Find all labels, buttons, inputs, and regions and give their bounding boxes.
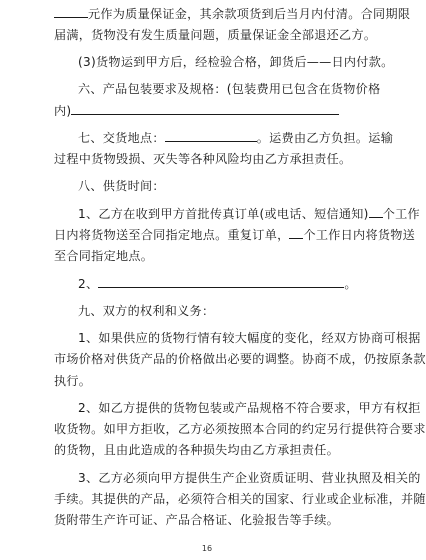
- text-line: [54, 225, 416, 245]
- text-segment: 2、: [78, 277, 99, 291]
- text-segment: 1、乙方在收到甲方首批传真订单(或电话、短信通知): [78, 207, 369, 221]
- blank-underline: [54, 5, 88, 18]
- text-line: [54, 204, 420, 224]
- section-heading: 九、双方的权利和义务：: [78, 304, 215, 318]
- text-line: 手续。其提供的产品，必须符合相关的国家、行业或企业标准，并随: [54, 492, 426, 506]
- text-line: [54, 4, 411, 24]
- blank-underline: [71, 102, 339, 115]
- section-heading: [54, 128, 394, 148]
- text-line: 3、乙方必须向甲方提供生产企业资质证明、营业执照及相关的: [78, 471, 421, 485]
- blank-underline: [369, 205, 383, 218]
- text-line: 1、如果供应的货物行情有较大幅度的变化，经双方协商可根据: [78, 331, 421, 345]
- section-heading: 八、供货时间：: [78, 179, 165, 193]
- text-line: [54, 101, 362, 121]
- text-line: 2、如乙方提供的货物包装或产品规格不符合要求，甲方有权拒: [78, 401, 421, 415]
- text-segment: 元作为质量保证金，其余款项货到后当月内付清。合同期限: [88, 7, 411, 21]
- text-segment: 。: [344, 277, 357, 291]
- text-line: 过程中货物毁损、灭失等各种风险均由乙方承担责任。: [54, 152, 352, 166]
- text-line: 货附带生产许可证、产品合格证、化验报告等手续。: [54, 513, 340, 527]
- text-segment: 内): [54, 104, 72, 118]
- blank-underline: [165, 129, 257, 142]
- section-heading: 六、产品包装要求及规格：(包装费用已包含在货物价格: [78, 82, 381, 96]
- page-number: 16: [201, 544, 213, 553]
- text-segment: 个工作: [382, 207, 420, 221]
- text-line: 收货物。如甲方拒收，乙方必须按照本合同的约定另行提供符合要求: [54, 422, 426, 436]
- text-line: 至合同指定地点。: [54, 249, 154, 263]
- text-segment: 。运费由乙方负担。运输: [256, 131, 394, 145]
- text-segment: 日内将货物送至合同指定地点。重复订单，: [54, 228, 290, 242]
- blank-underline: [289, 226, 303, 239]
- text-line: [54, 274, 362, 294]
- text-line: 执行。: [54, 374, 92, 388]
- text-line: 的货物，且由此造成的各种损失均由乙方承担责任。: [54, 443, 340, 457]
- text-segment: 七、交货地点：: [78, 131, 165, 145]
- blank-underline: [98, 275, 344, 288]
- text-line: 届满，货物没有发生质量问题，质量保证金全部退还乙方。: [54, 28, 377, 42]
- text-segment: 个工作日内将货物送: [303, 228, 416, 242]
- text-line: 市场价格对供货产品的价格做出必要的调整。协商不成，仍按原条款: [54, 352, 426, 366]
- text-line: (3)货物运到甲方后，经检验合格，卸货后——日内付款。: [78, 55, 394, 69]
